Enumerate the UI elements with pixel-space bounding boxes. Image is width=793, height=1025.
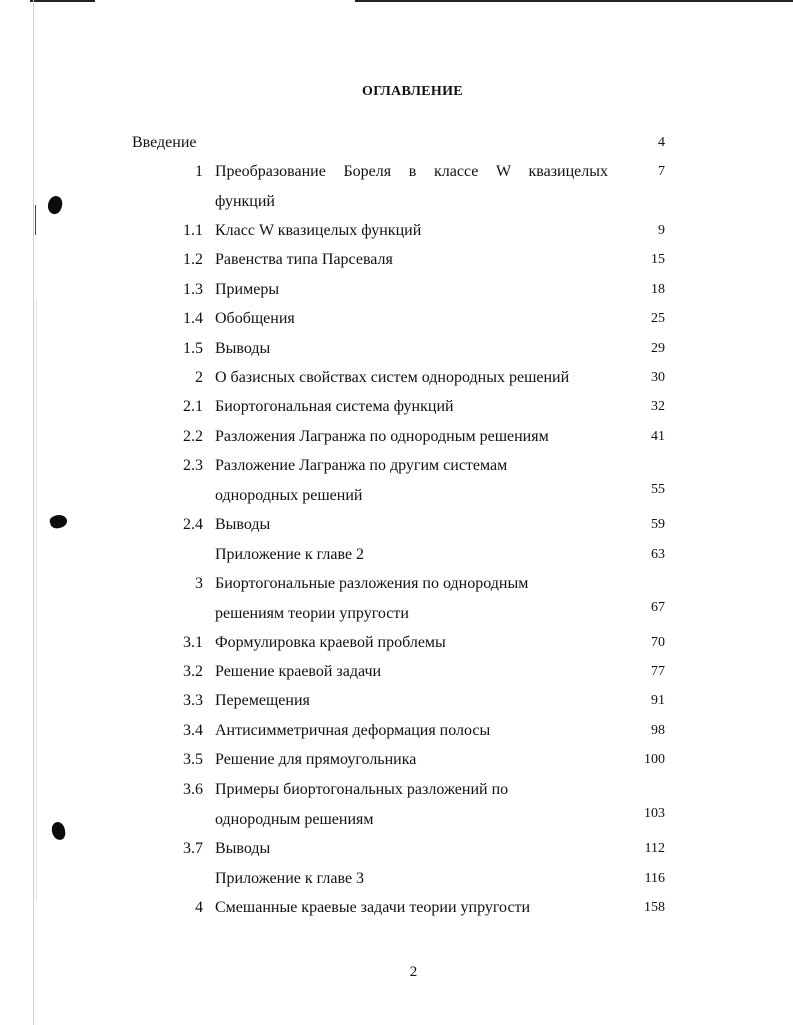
toc-entry-page: 55 — [651, 482, 665, 497]
ink-blot — [45, 194, 64, 216]
toc-entry-number: 1.3 — [183, 281, 203, 298]
toc-entry-number: 3.5 — [183, 751, 203, 768]
toc-entry-number: 4 — [195, 899, 203, 916]
toc-entry-number: 3.7 — [183, 840, 203, 857]
toc-entry-page: 103 — [644, 806, 665, 821]
toc-entry-text: Приложение к главе 2 — [215, 546, 365, 563]
ink-blot — [49, 513, 69, 530]
toc-entry-page: 18 — [651, 282, 665, 297]
toc-entry-page: 32 — [651, 399, 665, 414]
toc-entry-text: Биортогональные разложения по однородным — [215, 575, 529, 592]
toc-entry-text: Преобразование Бореля в классе W квазицелых — [215, 163, 608, 180]
toc-entry-page: 9 — [658, 223, 665, 238]
toc-entry-text: Антисимметричная деформация полосы — [215, 722, 491, 739]
toc-entry-number: 3.6 — [183, 781, 203, 798]
toc-entry-text: Приложение к главе 3 — [215, 870, 365, 887]
toc-entry-page: 112 — [644, 841, 665, 856]
scan-edge-left-faint — [36, 300, 37, 900]
toc-entry-number: 3.3 — [183, 692, 203, 709]
toc-entry-text: Класс W квазицелых функций — [215, 222, 422, 239]
ink-blot — [51, 821, 67, 841]
toc-entry-number: 3.2 — [183, 663, 203, 680]
scan-edge-left — [33, 0, 34, 1025]
toc-entry-text-cont: функций — [215, 193, 275, 210]
toc-entry-text: Выводы — [215, 840, 271, 857]
toc-entry-text: Примеры биортогональных разложений по — [215, 781, 509, 798]
toc-entry-number: 2.2 — [183, 428, 203, 445]
toc-entry-number: 2.1 — [183, 398, 203, 415]
toc-entry-page: 59 — [651, 517, 665, 532]
toc-entry-text: Обобщения — [215, 310, 295, 327]
toc-entry-page: 67 — [651, 600, 665, 615]
toc-entry-number: 3.4 — [183, 722, 203, 739]
toc-entry-number: 1 — [195, 163, 203, 180]
page-title: ОГЛАВЛЕНИЕ — [362, 84, 463, 99]
toc-entry-text: Выводы — [215, 340, 271, 357]
toc-entry-page: 63 — [651, 547, 665, 562]
toc-entry-number: 2.4 — [183, 516, 203, 533]
toc-entry-text-cont: однородных решений — [215, 487, 363, 504]
toc-entry-page: 29 — [651, 341, 665, 356]
toc-entry-text: Равенства типа Парсеваля — [215, 251, 393, 268]
toc-entry-number: 2.3 — [183, 457, 203, 474]
toc-entry-text: Разложения Лагранжа по однородным решениям — [215, 428, 549, 445]
toc-entry-text: Выводы — [215, 516, 271, 533]
toc-entry-text: Перемещения — [215, 692, 310, 709]
toc-entry-text: Биортогональная система функций — [215, 398, 454, 415]
toc-entry-page: 4 — [658, 135, 665, 150]
toc-entry-page: 25 — [651, 311, 665, 326]
toc-entry-text: О базисных свойствах систем однородных решений — [215, 369, 570, 386]
page-number: 2 — [409, 964, 418, 980]
toc-entry-page: 100 — [644, 752, 665, 767]
toc-entry-page: 98 — [651, 723, 665, 738]
toc-entry-page: 7 — [658, 164, 665, 179]
toc-entry-page: 70 — [651, 635, 665, 650]
toc-entry-page: 30 — [651, 370, 665, 385]
toc-entry-number: 2 — [195, 369, 203, 386]
toc-entry-number: 3 — [195, 575, 203, 592]
toc-entry-number: 1.4 — [183, 310, 203, 327]
toc-entry-text: Примеры — [215, 281, 280, 298]
toc-entry-number: 1.1 — [183, 222, 203, 239]
toc-entry-page: 158 — [644, 900, 665, 915]
toc-entry-page: 91 — [651, 693, 665, 708]
toc-entry-text: Решение краевой задачи — [215, 663, 382, 680]
toc-entry-text: Решение для прямоугольника — [215, 751, 417, 768]
toc-entry-text-cont: однородным решениям — [215, 811, 374, 828]
toc-entry-text: Смешанные краевые задачи теории упругости — [215, 899, 531, 916]
scan-mark — [35, 205, 36, 235]
toc-entry-page: 15 — [651, 252, 665, 267]
toc-entry-text: Введение — [132, 134, 197, 151]
toc-entry-number: 1.2 — [183, 251, 203, 268]
scan-edge-gap — [95, 0, 355, 3]
toc-entry-text: Разложение Лагранжа по другим системам — [215, 457, 508, 474]
toc-entry-page: 116 — [644, 871, 665, 886]
toc-entry-text-cont: решениям теории упругости — [215, 605, 409, 622]
toc-entry-page: 41 — [651, 429, 665, 444]
toc-entry-number: 1.5 — [183, 340, 203, 357]
toc-entry-number: 3.1 — [183, 634, 203, 651]
toc-entry-page: 77 — [651, 664, 665, 679]
toc-entry-text: Формулировка краевой проблемы — [215, 634, 446, 651]
